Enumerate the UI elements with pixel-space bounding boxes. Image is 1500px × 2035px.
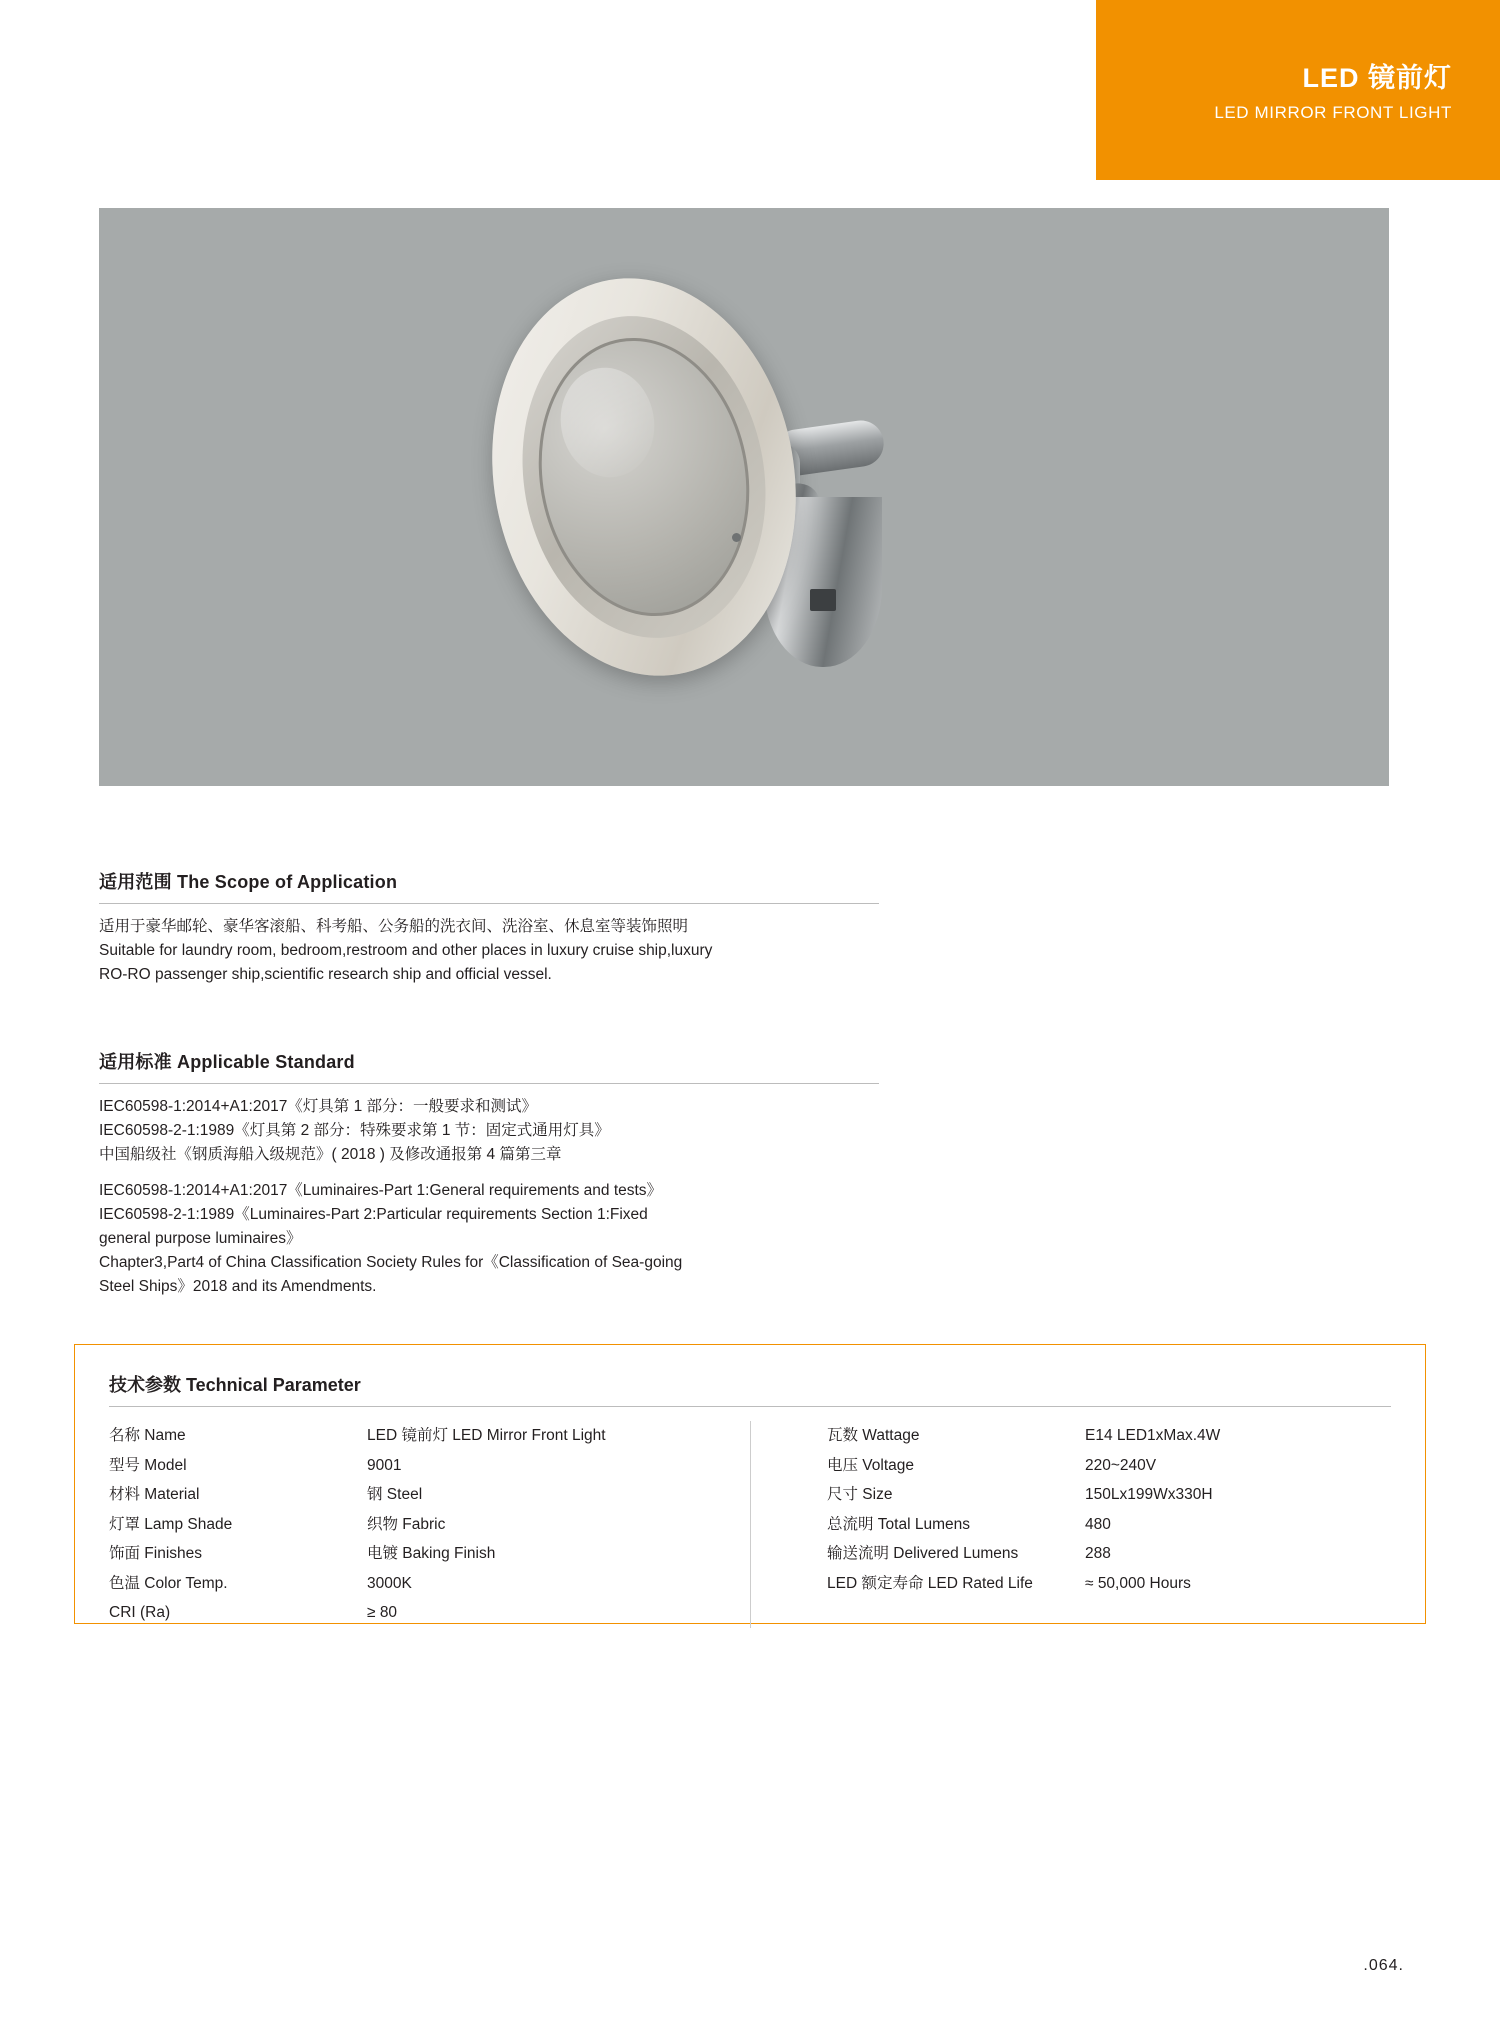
param-label: 输送流明 Delivered Lumens	[827, 1545, 1019, 1562]
param-label: 型号 Model	[109, 1456, 187, 1474]
table-row	[109, 1510, 720, 1540]
standard-line-cn-3: 中国船级社《钢质海船入级规范》( 2018 ) 及修改通报第 4 篇第三章	[99, 1146, 562, 1164]
header-banner	[1096, 0, 1500, 180]
scope-text-en-line2: RO-RO passenger ship,scientific research ship and official vessel.	[99, 966, 552, 984]
scope-text-en-line1: Suitable for laundry room, bedroom,restroom and other places in luxury cruise ship,luxury	[99, 942, 713, 960]
page-number: .064.	[1363, 1957, 1404, 1974]
param-value: 织物 Fabric	[367, 1515, 446, 1533]
scope-body	[99, 915, 879, 987]
mirror-ring-outer	[462, 254, 827, 700]
param-label: 总流明 Total Lumens	[827, 1515, 970, 1533]
scope-heading: 适用范围 The Scope of Application	[99, 868, 879, 904]
mirror-ring-inner	[498, 297, 791, 658]
param-value: 480	[1085, 1515, 1111, 1533]
param-value: E14 LED1xMax.4W	[1085, 1427, 1221, 1444]
param-value: 288	[1085, 1545, 1111, 1562]
table-row	[827, 1569, 1391, 1599]
param-value: ≥ 80	[367, 1604, 398, 1621]
standard-line-en-1: IEC60598-1:2014+A1:2017《Luminaires-Part 1:General requirements and tests》	[99, 1182, 663, 1200]
param-value: 9001	[367, 1456, 402, 1474]
standard-heading: 适用标准 Applicable Standard	[99, 1048, 879, 1084]
table-row	[109, 1598, 720, 1628]
table-row	[109, 1569, 720, 1599]
param-value: 3000K	[367, 1574, 412, 1592]
param-value: 电镀 Baking Finish	[367, 1545, 496, 1562]
product-image	[99, 208, 1389, 786]
standard-en-group	[99, 1179, 879, 1299]
table-row	[827, 1421, 1391, 1451]
table-row	[827, 1451, 1391, 1481]
table-row	[109, 1539, 720, 1569]
param-label: LED 额定寿命 LED Rated Life	[827, 1574, 1033, 1592]
standard-line-en-4: Chapter3,Part4 of China Classification Society Rules for《Classification of Sea-going	[99, 1254, 683, 1272]
standard-line-en-2: IEC60598-2-1:1989《Luminaires-Part 2:Particular requirements Section 1:Fixed	[99, 1206, 648, 1224]
param-label: 瓦数 Wattage	[827, 1427, 920, 1444]
param-label: 尺寸 Size	[827, 1486, 893, 1503]
standard-cn-group	[99, 1095, 879, 1167]
page-title-en: LED MIRROR FRONT LIGHT	[1214, 103, 1452, 123]
standard-section	[99, 1048, 879, 1299]
param-value: 150Lx199Wx330H	[1085, 1486, 1213, 1503]
table-row	[827, 1480, 1391, 1510]
table-row	[109, 1480, 720, 1510]
table-row	[109, 1451, 720, 1481]
scope-text-cn: 适用于豪华邮轮、豪华客滚船、科考船、公务船的洗衣间、洗浴室、休息室等装饰照明	[99, 918, 689, 935]
table-row	[827, 1539, 1391, 1569]
mirror-glass	[517, 321, 770, 633]
technical-column-left	[109, 1421, 750, 1628]
param-label: 名称 Name	[109, 1427, 186, 1444]
param-value: LED 镜前灯 LED Mirror Front Light	[367, 1427, 606, 1444]
param-label: CRI (Ra)	[109, 1604, 171, 1621]
technical-parameter-box	[74, 1344, 1426, 1624]
param-value: ≈ 50,000 Hours	[1085, 1574, 1191, 1592]
table-row	[827, 1510, 1391, 1540]
param-value: 钢 Steel	[367, 1486, 423, 1503]
technical-column-right	[750, 1421, 1391, 1628]
lamp-illustration	[484, 247, 1004, 747]
param-label: 灯罩 Lamp Shade	[109, 1515, 233, 1533]
standard-line-en-3: general purpose luminaires》	[99, 1230, 302, 1248]
param-label: 电压 Voltage	[827, 1456, 915, 1474]
param-value: 220~240V	[1085, 1456, 1157, 1474]
technical-columns	[109, 1421, 1391, 1628]
param-label: 饰面 Finishes	[109, 1545, 203, 1562]
page-title-cn: LED 镜前灯	[1302, 63, 1452, 93]
scope-section	[99, 868, 879, 987]
param-label: 色温 Color Temp.	[109, 1574, 228, 1592]
standard-line-cn-1: IEC60598-1:2014+A1:2017《灯具第 1 部分：一般要求和测试》	[99, 1098, 538, 1115]
param-label: 材料 Material	[109, 1486, 200, 1503]
mount-screw-icon	[732, 533, 741, 542]
technical-heading: 技术参数 Technical Parameter	[109, 1371, 1391, 1407]
standard-line-en-5: Steel Ships》2018 and its Amendments.	[99, 1278, 377, 1296]
standard-line-cn-2: IEC60598-2-1:1989《灯具第 2 部分：特殊要求第 1 节：固定式通用灯具》	[99, 1122, 610, 1140]
standard-body	[99, 1095, 879, 1299]
table-row	[109, 1421, 720, 1451]
